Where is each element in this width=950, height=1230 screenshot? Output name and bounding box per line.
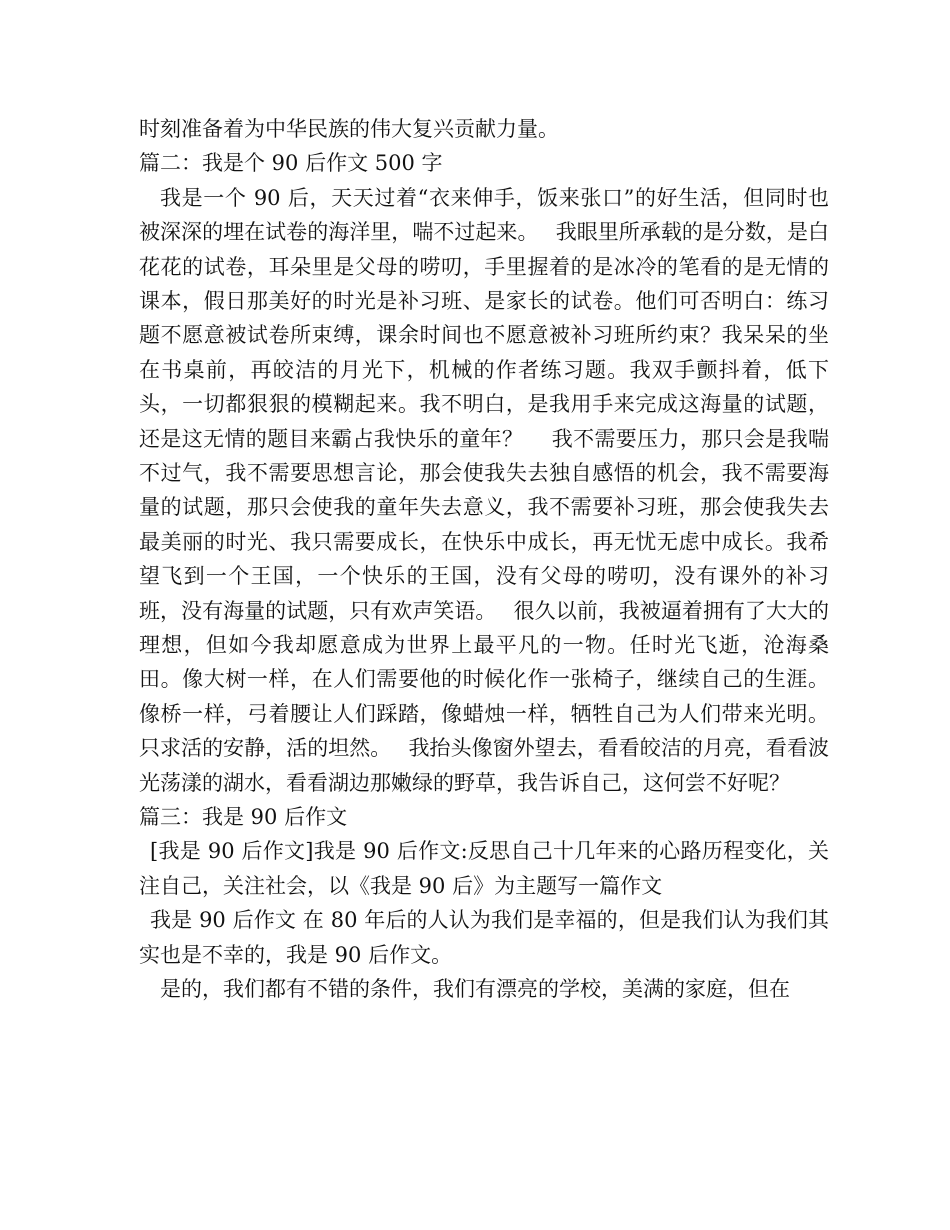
section-heading-3: 篇三：我是 90 后作文	[139, 805, 348, 830]
document-body	[139, 112, 829, 1007]
section2-paragraph: 我是一个 90 后，天天过着“衣来伸手，饭来张口”的好生活，但同时也被深深的埋在试卷的海洋里，喘不过起来。 我眼里所承载的是分数，是白花花的试卷，耳朵里是父母的唠叨，手里握着的是冰冷的笔看的是无情的课本，假日那美好的时光是补习班、是家长的试卷。他们可否明白：练习题不愿意被试卷所束缚，课余时间也不愿意被补习班所约束？我呆呆的坐在书桌前，再皎洁的月光下，机械的作者练习题。我双手颤抖着，低下头，一切都狠狠的模糊起来。我不明白，是我用手来完成这海量的试题，还是这无情的题目来霸占我快乐的童年？ 我不需要压力，那只会是我喘不过气，我不需要思想言论，那会使我失去独自感悟的机会，我不需要海量的试题，那只会使我的童年失去意义，我不需要补习班，那会使我失去最美丽的时光、我只需要成长，在快乐中成长，再无忧无虑中成长。我希望飞到一个王国，一个快乐的王国，没有父母的唠叨，没有课外的补习班，没有海量的试题，只有欢声笑语。 很久以前，我被逼着拥有了大大的理想，但如今我却愿意成为世界上最平凡的一物。任时光飞逝，沧海桑田。像大树一样，在人们需要他的时候化作一张椅子，继续自己的生涯。像桥一样，弓着腰让人们踩踏，像蜡烛一样，牺牲自己为人们带来光明。只求活的安静，活的坦然。 我抬头像窗外望去，看看皎洁的月亮，看看波光荡漾的湖水，看看湖边那嫩绿的野草，我告诉自己，这何尝不好呢？	[139, 185, 829, 795]
section3-paragraph-3: 是的，我们都有不错的条件，我们有漂亮的学校，美满的家庭，但在	[160, 977, 790, 1002]
section-heading-2: 篇二：我是个 90 后作文 500 字	[139, 151, 443, 176]
section3-paragraph-2: 我是 90 后作文 在 80 年后的人认为我们是幸福的，但是我们认为我们其实也是不幸的，我是 90 后作文。	[139, 908, 829, 967]
section3-paragraph-1: [我是 90 后作文]我是 90 后作文:反思自己十几年来的心路历程变化，关注自己，关注社会，以《我是 90 后》为主题写一篇作文	[139, 839, 829, 898]
opening-line: 时刻准备着为中华民族的伟大复兴贡献力量。	[139, 117, 559, 141]
